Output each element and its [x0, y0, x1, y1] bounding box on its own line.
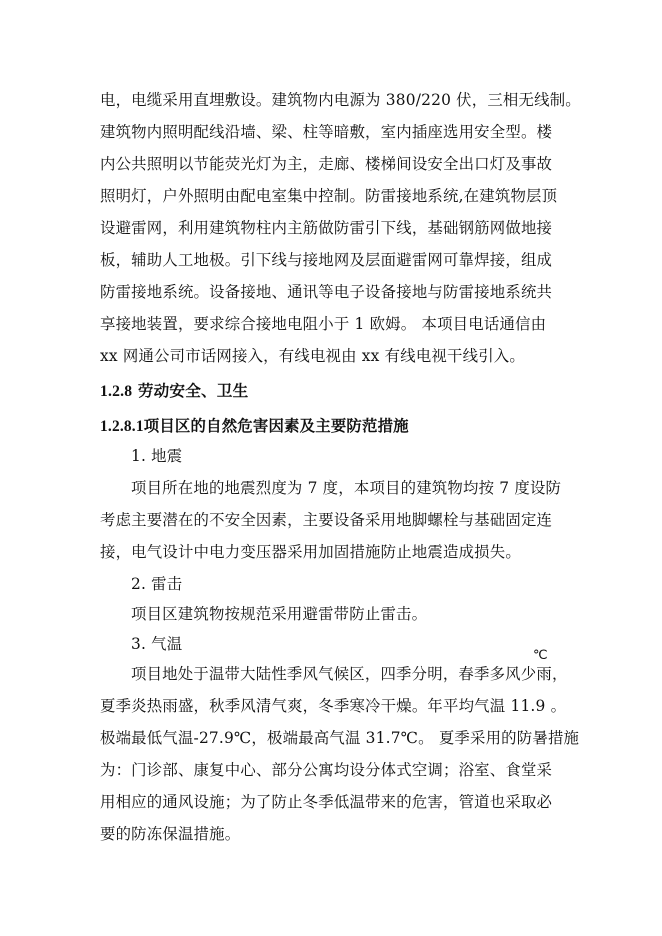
section-heading: [100, 381, 560, 402]
subsection-heading-number: 1.2.8.1: [100, 418, 144, 435]
paragraph-line: 项目所在地的地震烈度为 7 度，本项目的建筑物均按 7 度设防: [131, 479, 562, 497]
section-heading-title: 劳动安全、卫生: [137, 381, 249, 400]
paragraph-line: 夏季炎热雨盛，秋季风清气爽，冬季寒冷干燥。年平均气温 11.9 。: [100, 697, 567, 715]
paragraph-line: 内公共照明以节能荧光灯为主，走廊、楼梯间设安全出口灯及事故: [100, 155, 553, 173]
item-title-lightning: 2. 雷击: [131, 575, 183, 593]
paragraph-line: 要的防冻保温措施。: [100, 825, 241, 843]
paragraph-line: 设避雷网，利用建筑物柱内主筋做防雷引下线，基础钢筋网做地接: [100, 219, 553, 237]
paragraph-line: 为：门诊部、康复中心、部分公寓均设分体式空调；浴室、食堂采: [100, 761, 553, 779]
paragraph-line: 照明灯，户外照明由配电室集中控制。防雷接地系统,在建筑物层顶: [100, 187, 558, 205]
subsection-heading: [100, 416, 560, 437]
paragraph-line: 接，电气设计中电力变压器采用加固措施防止地震造成损失。: [100, 543, 521, 561]
paragraph-line: 建筑物内照明配线沿墙、梁、柱等暗敷，室内插座选用安全型。楼: [100, 123, 553, 141]
paragraph-line: 电，电缆采用直埋敷设。建筑物内电源为 380/220 伏，三相无线制。: [100, 91, 581, 109]
celsius-superscript: ℃: [533, 647, 548, 662]
subsection-heading-title: 项目区的自然危害因素及主要防范措施: [143, 417, 409, 435]
paragraph-line: 板，辅助人工地极。引下线与接地网及层面避雷网可靠焊接，组成: [100, 251, 553, 269]
paragraph-line: 项目区建筑物按规范采用避雷带防止雷击。: [131, 605, 428, 623]
paragraph-line: 防雷接地系统。设备接地、通讯等电子设备接地与防雷接地系统共: [100, 283, 553, 301]
paragraph-line: 项目地处于温带大陆性季风气候区，四季分明，春季多风少雨，: [131, 665, 568, 683]
paragraph-line: 极端最低气温-27.9℃，极端最高气温 31.7℃。 夏季采用的防暑措施: [100, 729, 580, 747]
section-heading-number: 1.2.8: [100, 383, 133, 400]
paragraph-line: xx 网通公司市话网接入，有线电视由 xx 有线电视干线引入。: [100, 347, 525, 365]
paragraph-line: 用相应的通风设施；为了防止冬季低温带来的危害，管道也采取必: [100, 793, 553, 811]
item-title-earthquake: 1. 地震: [131, 447, 183, 465]
paragraph-line: 享接地装置，要求综合接地电阻小于 1 欧姆。 本项目电话通信由: [100, 315, 547, 333]
paragraph-line: 考虑主要潜在的不安全因素，主要设备采用地脚螺栓与基础固定连: [100, 511, 553, 529]
item-title-temperature: 3. 气温: [131, 635, 183, 653]
